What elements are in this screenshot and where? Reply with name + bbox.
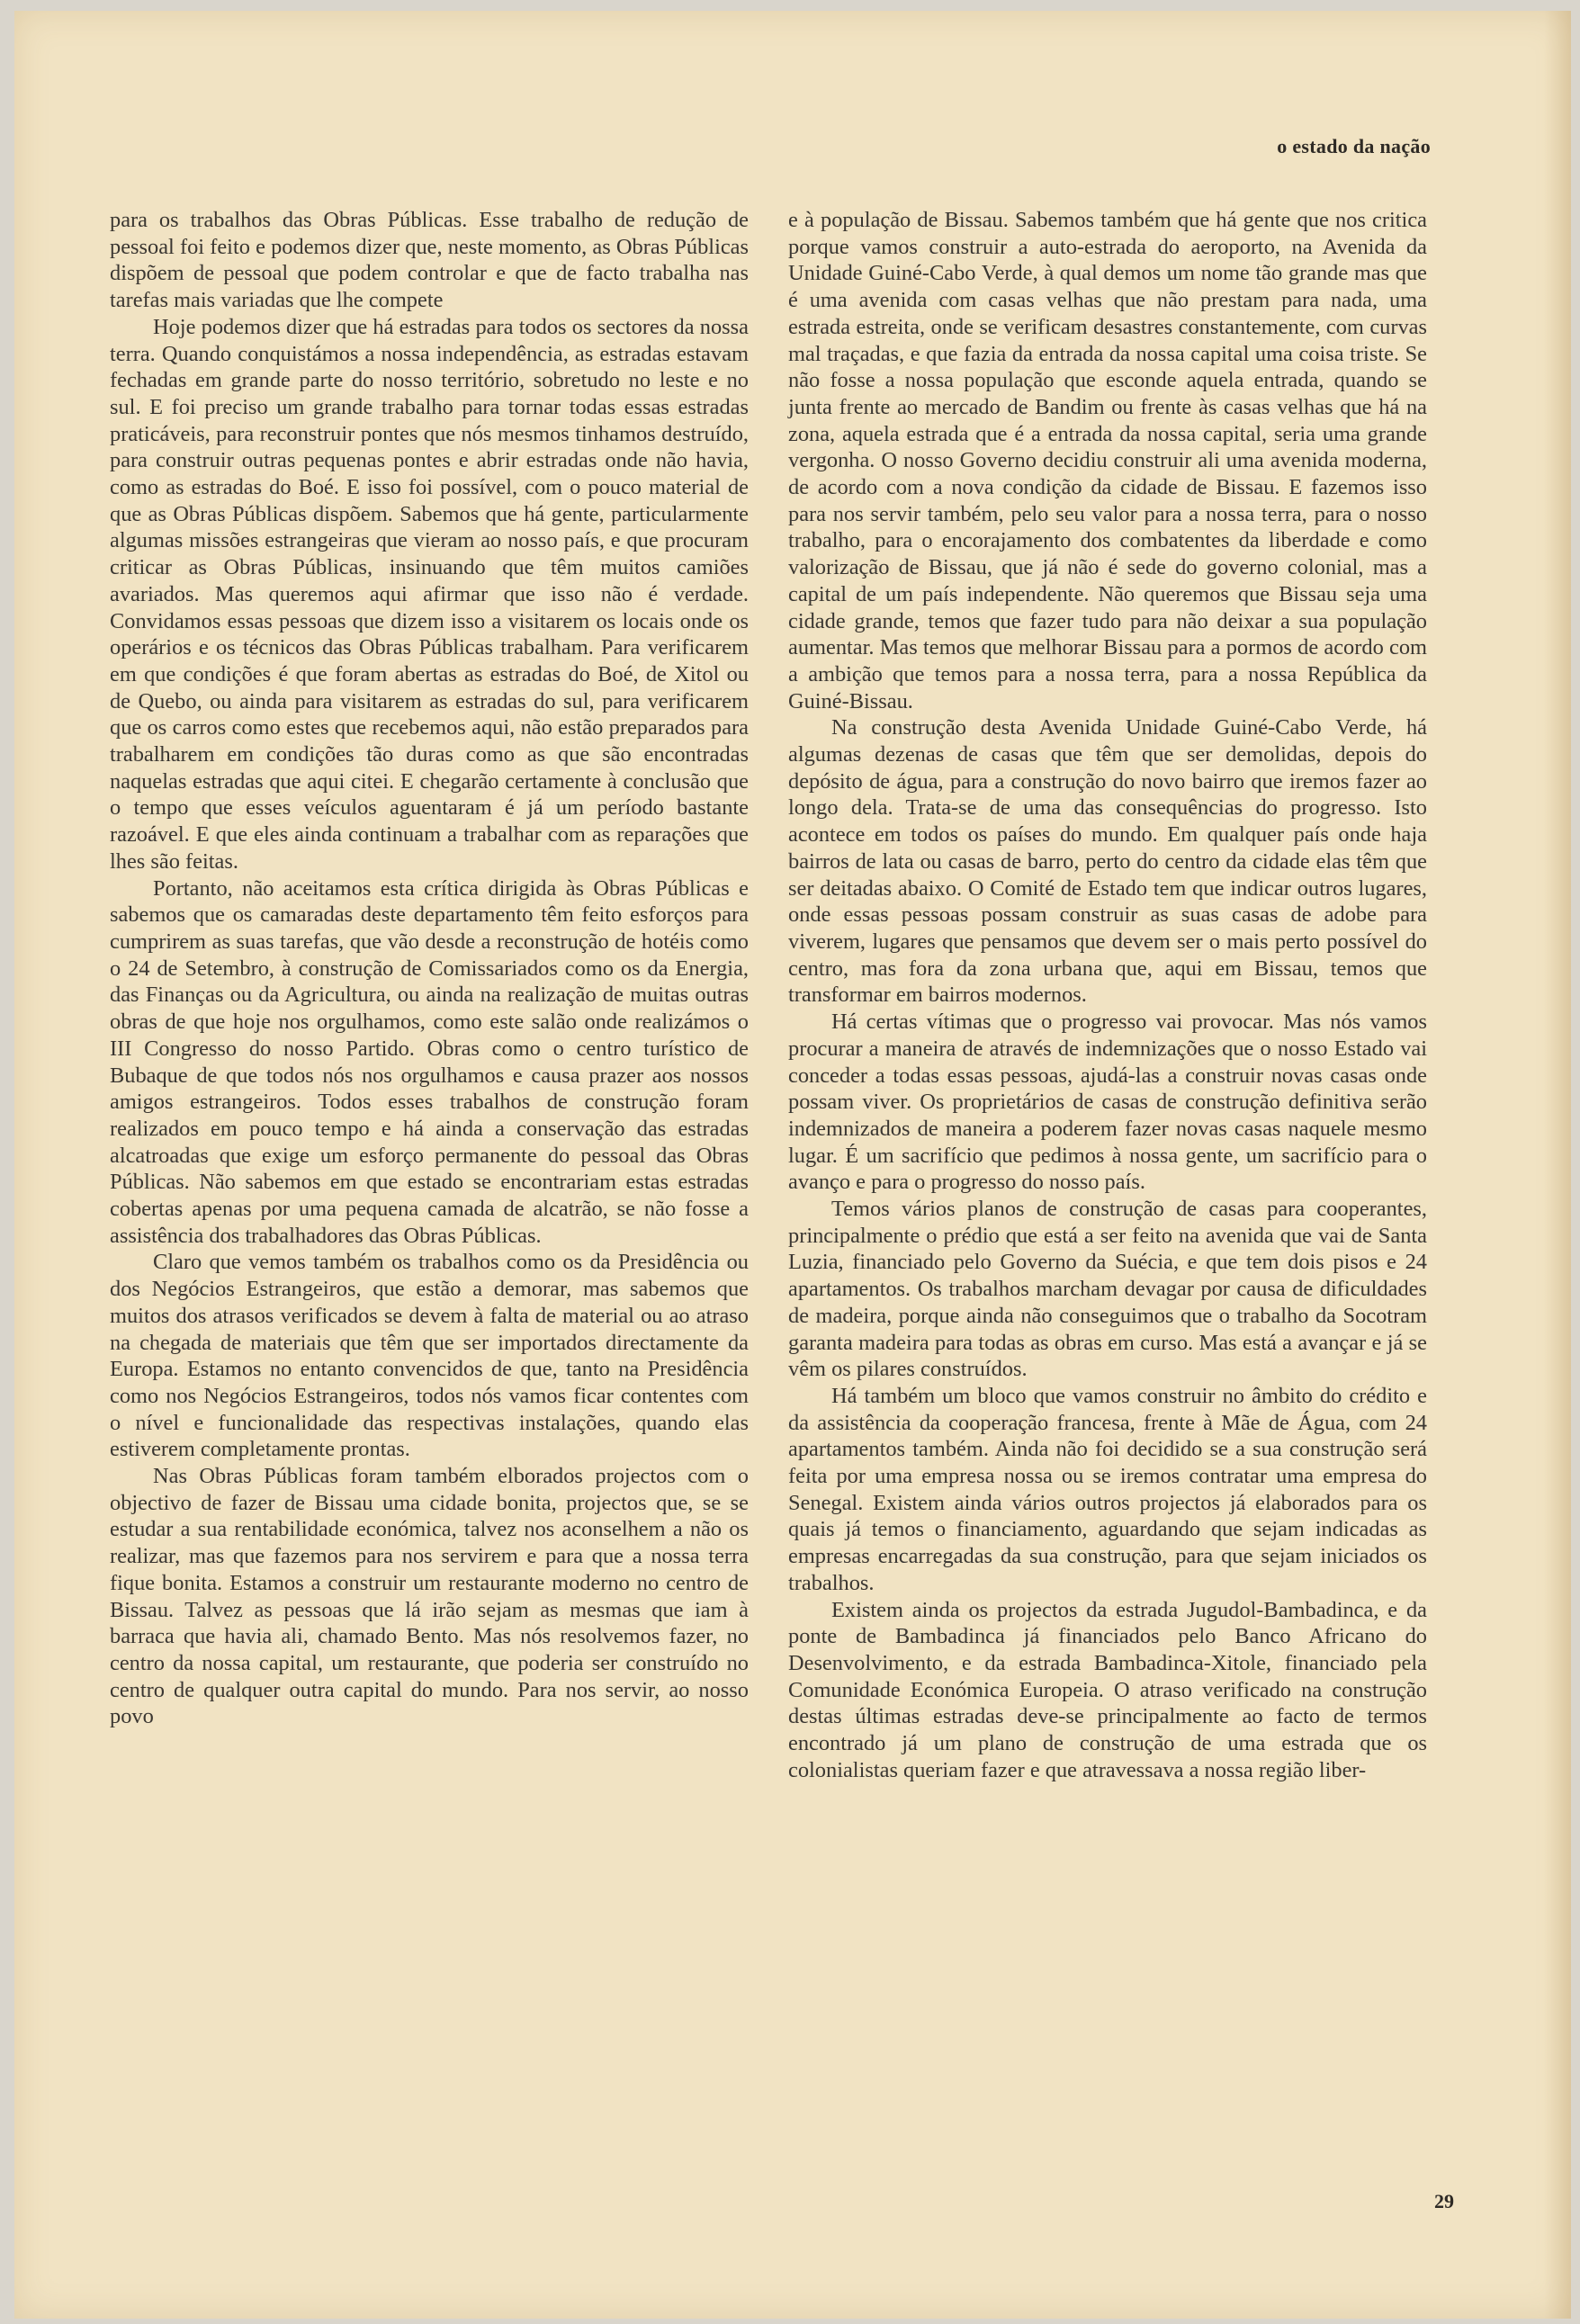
paragraph: Na construção desta Avenida Unidade Guiné-Cabo Verde, há algumas dezenas de casas que têm que ser demolidas, depois do depósito de água, para a construção do novo bairro que iremos fazer ao longo dela. Trata-se de uma das consequências do progresso. Isto acontece em todos os países do mundo. Em qualquer país onde haja bairros de lata ou casas de barro, perto do centro da cidade elas têm que ser deitadas abaixo. O Comité de Estado tem que indicar outros lugares, onde essas pessoas possam construir as suas casas de adobe para viverem, lugares que pensamos que devem ser o mais perto possível do centro, mas fora da zona urbana que, aqui em Bissau, temos que transformar em bairros modernos. [788, 715, 1427, 1008]
paragraph: Temos vários planos de construção de casas para cooperantes, principalmente o prédio que está a ser feito na avenida que vai de Santa Luzia, financiado pelo Governo da Suécia, e que tem dois pisos e 24 apartamentos. Os trabalhos marcham devagar por causa de dificuldades de madeira, porque ainda não conseguimos que o trabalho da Socotram garanta madeira para todas as obras em curso. Mas está a avançar e já se vêm os pilares construídos. [788, 1197, 1427, 1382]
paragraph: Existem ainda os projectos da estrada Jugudol-Bambadinca, e da ponte de Bambadinca já financiados pelo Banco Africano do Desenvolvimento, e da estrada Bambadinca-Xitole, financiado pela Comunidade Económica Europeia. O atraso verificado na construção destas últimas estradas deve-se principalmente ao facto de termos encontrado já um plano de construção de uma estrada que os colonialistas queriam fazer e que atravessava a nossa região liber- [788, 1597, 1427, 1782]
paragraph: Portanto, não aceitamos esta crítica dirigida às Obras Públicas e sabemos que os camaradas deste departamento têm feito esforços para cumprirem as suas tarefas, que vão desde a reconstrução de hotéis como o 24 de Setembro, à construção de Comissariados como os da Energia, das Finanças ou da Agricultura, ou ainda na realização de muitas outras obras de que hoje nos orgulhamos, como este salão onde realizámos o III Congresso do nosso Partido. Obras como o centro turístico de Bubaque de que todos nós nos orgulhamos e causa prazer aos nossos amigos estrangeiros. Todos esses trabalhos de construção foram realizados em pouco tempo e há ainda a conservação das estradas alcatroadas que exige um esforço permanente do pessoal das Obras Públicas. Não sabemos em que estado se encontrariam estas estradas cobertas apenas por uma pequena camada de alcatrão, se não fosse a assistência dos trabalhadores das Obras Públicas. [110, 875, 749, 1248]
paragraph: Há certas vítimas que o progresso vai provocar. Mas nós vamos procurar a maneira de através de indemnizações que o nosso Estado vai conceder a todas essas pessoas, ajudá-las a construir novas casas onde possam viver. Os proprietários de casas de construção definitiva serão indemnizados de maneira a poderem fazer novas casas naquele mesmo lugar. É um sacrifício que pedimos à nossa gente, um sacrifício para o avanço e para o progresso do nosso país. [788, 1009, 1427, 1195]
paragraph: Há também um bloco que vamos construir no âmbito do crédito e da assistência da cooperação francesa, frente à Mãe de Água, com 24 apartamentos também. Ainda não foi decidido se a sua construção será feita por uma empresa nossa ou se iremos contratar uma empresa do Senegal. Existem ainda vários outros projectos já elaborados para os quais já temos o financiamento, aguardando que sejam indicadas as empresas encarregadas da sua construção, para que sejam iniciados os trabalhos. [788, 1383, 1427, 1595]
paragraph: para os trabalhos das Obras Públicas. Esse trabalho de redução de pessoal foi feito e podemos dizer que, neste momento, as Obras Públicas dispõem de pessoal que podem controlar e que de facto trabalha nas tarefas mais variadas que lhe compete [110, 208, 749, 313]
page-number: 29 [1434, 2190, 1454, 2212]
right-column [788, 207, 1427, 1783]
page-sheet [14, 11, 1571, 2319]
paragraph: Claro que vemos também os trabalhos como os da Presidência ou dos Negócios Estrangeiros, que estão a demorar, mas sabemos que muitos dos atrasos verificados se devem à falta de material ou ao atraso na chegada de materiais que têm que ser importados directamente da Europa. Estamos no entanto convencidos de que, tanto na Presidência como nos Negócios Estrangeiros, todos nós vamos ficar contentes com o nível e funcionalidade das respectivas instalações, quando elas estiverem completamente prontas. [110, 1250, 749, 1462]
running-header: o estado da nação [1277, 135, 1431, 157]
paragraph: Nas Obras Públicas foram também elborados projectos com o objectivo de fazer de Bissau uma cidade bonita, projectos que, se se estudar a sua rentabilidade económica, talvez nos aconselhem a não os realizar, mas que fazemos para nos servirem e para que a nossa terra fique bonita. Estamos a construir um restaurante moderno no centro de Bissau. Talvez as pessoas que lá irão sejam as mesmas que iam à barraca que havia ali, chamado Bento. Mas nós resolvemos fazer, no centro da nossa capital, um restaurante, que poderia ser construído no centro de qualquer outra capital do mundo. Para nos servir, ao nosso povo [110, 1464, 749, 1729]
paragraph: Hoje podemos dizer que há estradas para todos os sectores da nossa terra. Quando conquistámos a nossa independência, as estradas estavam fechadas em grande parte do nosso território, sobretudo no leste e no sul. E foi preciso um grande trabalho para tornar todas essas estradas praticáveis, para reconstruir pontes que nós mesmos tinhamos destruído, para construir outras pequenas pontes e abrir estradas onde não havia, como as estradas do Boé. E isso foi possível, com o pouco material de que as Obras Públicas dispõem. Sabemos que há gente, particularmente algumas missões estrangeiras que vieram ao nosso país, e que procuram criticar as Obras Públicas, insinuando que têm muitos camiões avariados. Mas queremos aqui afirmar que isso não é verdade. Convidamos essas pessoas que dizem isso a visitarem os locais onde os operários e os técnicos das Obras Públicas trabalham. Para verificarem em que condições é que foram abertas as estradas do Boé, de Xitol ou de Quebo, ou ainda para visitarem as estradas do sul, para verificarem que os carros como estes que recebemos aqui, não estão preparados para trabalharem em condições tão duras como as que são encontradas naquelas estradas que aqui citei. E chegarão certamente à conclusão que o tempo que esses veículos aguentaram é já um período bastante razoável. E que eles ainda continuam a trabalhar com as reparações que lhes são feitas. [110, 314, 749, 874]
paragraph: e à população de Bissau. Sabemos também que há gente que nos critica porque vamos construir a auto-estrada do aeroporto, na Avenida da Unidade Guiné-Cabo Verde, à qual demos um nome tão grande mas que é uma avenida com casas velhas que não prestam para nada, uma estrada estreita, onde se verificam desastres constantemente, com curvas mal traçadas, e que fazia da entrada da nossa capital uma coisa triste. Se não fosse a nossa população que esconde aquela entrada, quando se junta frente ao mercado de Bandim ou frente às casas velhas que há na zona, aquela estrada que é a entrada da nossa capital, seria uma grande vergonha. O nosso Governo decidiu construir ali uma avenida moderna, de acordo com a nova condição da cidade de Bissau. E fazemos isso para nos servir também, pelo seu valor para a nossa terra, para o nosso trabalho, para o encorajamento dos combatentes da liberdade e como valorização de Bissau, que já não é sede do governo colonial, mas a capital de um país independente. Não queremos que Bissau seja uma cidade grande, temos que fazer tudo para não deixar a sua população aumentar. Mas temos que melhorar Bissau para a pormos de acordo com a ambição que temos para a nossa terra, para a nossa República da Guiné-Bissau. [788, 208, 1427, 713]
left-column [110, 207, 749, 1730]
